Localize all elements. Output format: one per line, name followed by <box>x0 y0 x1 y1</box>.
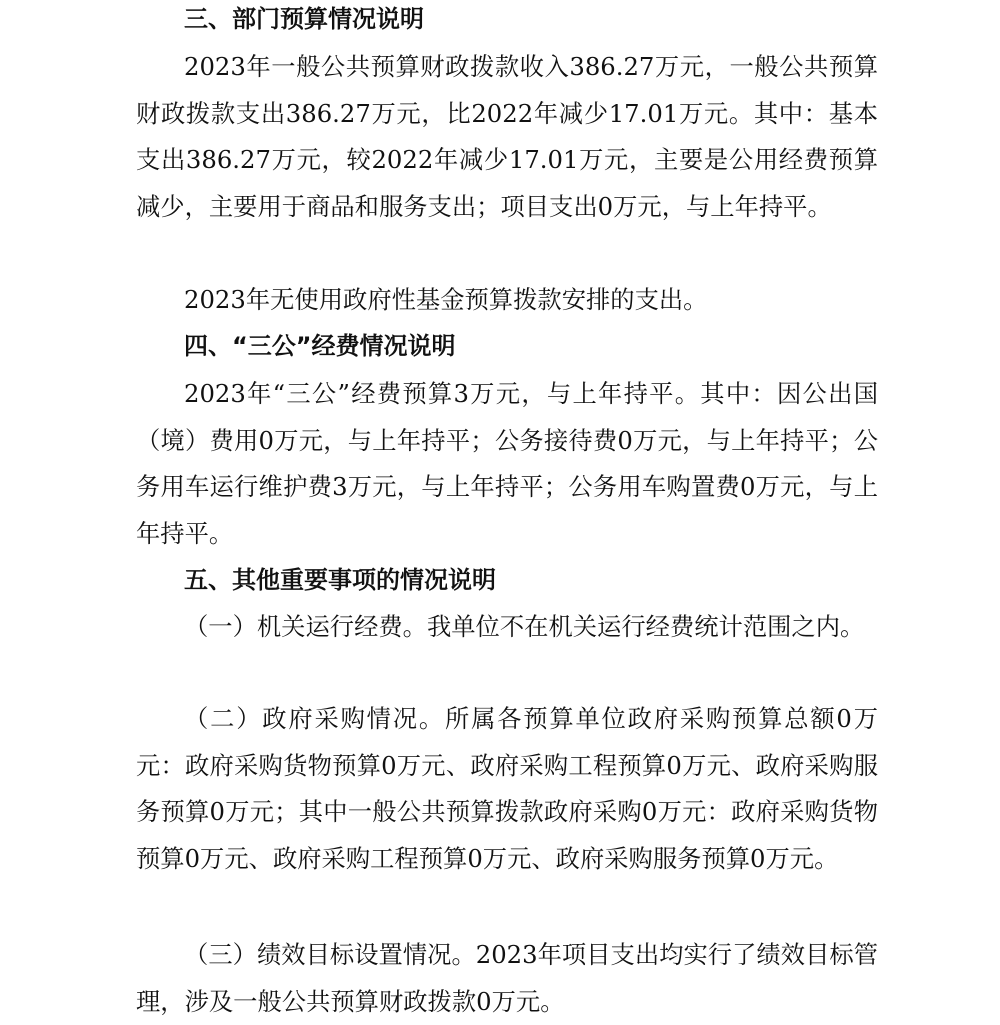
three-public-expenses-paragraph: 2023年“三公”经费预算3万元，与上年持平。其中：因公出国（境）费用0万元，与上年持平；公务接待费0万元，与上年持平；公务用车运行维护费3万元，与上年持平；公务用车购置费0万元，与上年持平。 <box>136 379 878 548</box>
performance-targets-paragraph: （三）绩效目标设置情况。2023年项目支出均实行了绩效目标管理，涉及一般公共预算财政拨款0万元。 <box>136 940 878 1016</box>
budget-summary-paragraph: 2023年一般公共预算财政拨款收入386.27万元，一般公共预算财政拨款支出386.27万元，比2022年减少17.01万元。其中：基本支出386.27万元，较2022年减少17.01万元，主要是公用经费预算减少，主要用于商品和服务支出；项目支出0万元，与上年持平。 <box>136 52 878 221</box>
operating-expenses-paragraph: （一）机关运行经费。我单位不在机关运行经费统计范围之内。 <box>184 612 865 641</box>
procurement-paragraph: （二）政府采购情况。所属各预算单位政府采购预算总额0万元：政府采购货物预算0万元、政府采购工程预算0万元、政府采购服务预算0万元；其中一般公共预算拨款政府采购0万元：政府采购货物预算0万元、政府采购工程预算0万元、政府采购服务预算0万元。 <box>136 704 878 873</box>
section-heading-5: 五、其他重要事项的情况说明 <box>184 566 496 594</box>
section-heading-3: 三、部门预算情况说明 <box>184 5 424 33</box>
government-fund-paragraph: 2023年无使用政府性基金预算拨款安排的支出。 <box>184 285 708 314</box>
section-heading-4: 四、“三公”经费情况说明 <box>184 332 456 360</box>
